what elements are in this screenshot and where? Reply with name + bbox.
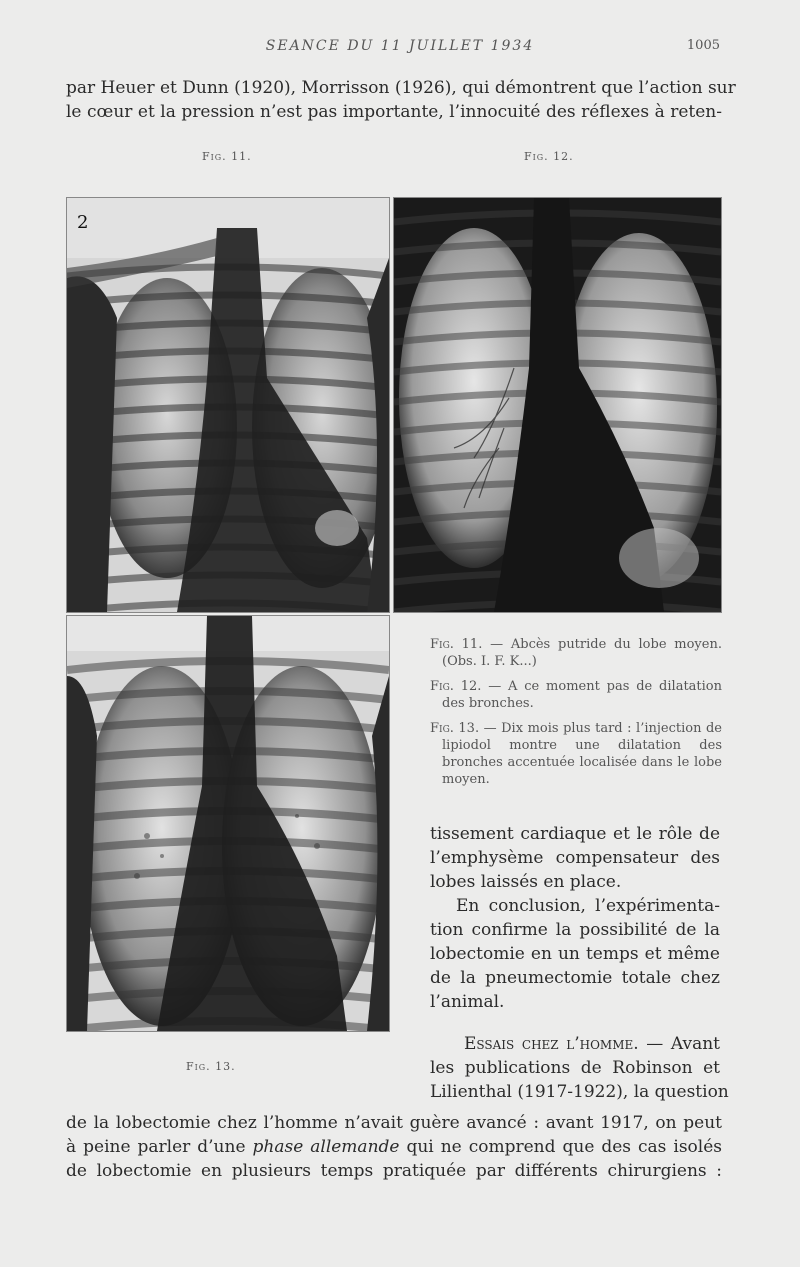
rc-line-5: tion confirme la possibilité de la [430, 920, 720, 940]
bottom-line-3: de lobectomie en plusieurs temps pratiquée par différents chirurgiens : [66, 1161, 722, 1181]
rc-line-3: lobes laissés en place. [430, 872, 622, 892]
film-mark: 2 [77, 212, 89, 233]
intro-line-2: le cœur et la pression n’est pas importante, l’innocuité des réflexes à reten- [66, 102, 722, 122]
fig-13-label: Fig. 13. [186, 1060, 236, 1073]
rc-line-9: Essais chez l’homme. — Avant [464, 1034, 720, 1054]
intro-paragraph [66, 76, 736, 124]
xray-figure-11 [66, 197, 390, 613]
running-header [0, 38, 800, 58]
page-number: 1005 [686, 38, 720, 53]
rc-line-2: l’emphysème compensateur des [430, 848, 720, 868]
rc-line-8: l’animal. [430, 992, 505, 1012]
bottom-paragraph [66, 1111, 722, 1183]
bottom-line-2: à peine parler d’une phase allemande qui ne comprend que des cas isolés [66, 1137, 723, 1157]
rc-line-11: Lilienthal (1917-1922), la question [430, 1082, 729, 1102]
rc-line-1: tissement cardiaque et le rôle de [430, 824, 720, 844]
rc-line-7: de la pneumectomie totale chez [430, 968, 720, 988]
header-title: SEANCE DU 11 JUILLET 1934 [265, 38, 535, 54]
xray-figure-12 [393, 197, 722, 613]
rc-line-6: lobectomie en un temps et même [430, 944, 720, 964]
fig-12-label: Fig. 12. [524, 150, 574, 163]
xray-figure-13 [66, 615, 390, 1032]
caption-fig-13: Fig. 13. — Dix mois plus tard : l’injection de lipiodol montre une dilatation des bronches accentuée localisée dans le lobe moyen. [430, 721, 722, 787]
intro-line-1: par Heuer et Dunn (1920), Morrisson (1926), qui démontrent que l’action sur [66, 78, 736, 98]
rc-line-4: En conclusion, l’expérimenta- [456, 896, 720, 916]
rc-line-10: les publications de Robinson et [430, 1058, 720, 1078]
bottom-line-1: de la lobectomie chez l’homme n’avait guère avancé : avant 1917, on peut [66, 1113, 722, 1133]
caption-fig-11: Fig. 11. — Abcès putride du lobe moyen. (Obs. I. F. K...) [430, 637, 722, 669]
fig-11-label: Fig. 11. [202, 150, 252, 163]
caption-fig-12: Fig. 12. — A ce moment pas de dilatation des bronches. [430, 679, 722, 711]
right-column-text [430, 822, 729, 1104]
figure-captions [430, 636, 722, 796]
